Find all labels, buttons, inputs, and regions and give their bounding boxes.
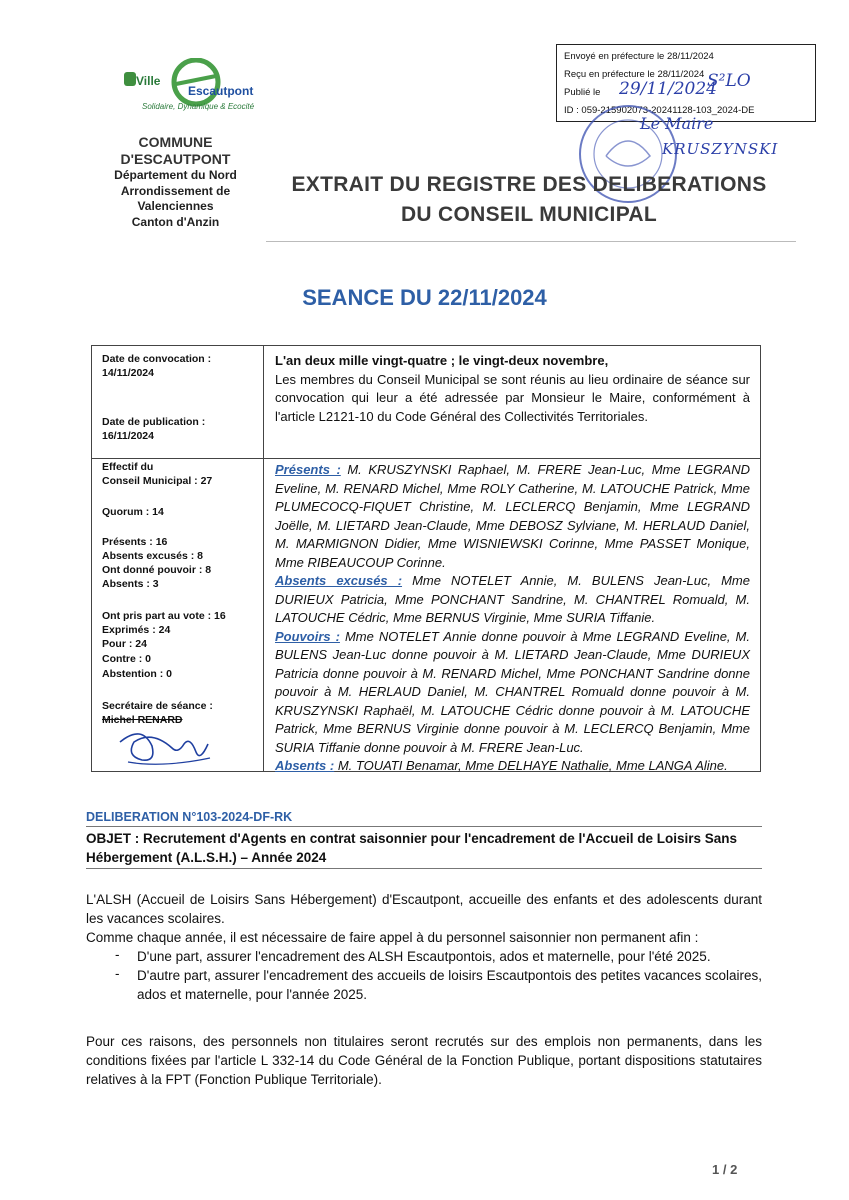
votants-count: Ont pris part au vote : 16	[102, 610, 226, 622]
excuses-label: Absents excusés :	[275, 573, 403, 588]
title-line1: EXTRAIT DU REGISTRE DES DELIBERATIONS	[291, 173, 767, 196]
commune-name: D'ESCAUTPONT	[120, 151, 231, 167]
signature-maire-line1: Le Maire	[640, 114, 714, 133]
commune-heading: COMMUNE	[138, 134, 213, 150]
absents-list: M. TOUATI Benamar, Mme DELHAYE Nathalie, Mme LANGA Aline.	[334, 758, 728, 773]
document-title	[264, 170, 794, 230]
stamp-id: ID : 059-215902073-20241128-103_2024-DE	[564, 105, 755, 116]
title-divider	[266, 241, 796, 242]
presents-label: Présents :	[275, 462, 341, 477]
pouvoirs-list: Mme NOTELET Annie donne pouvoir à Mme LEGRAND Eveline, M. BULENS Jean-Luc donne pouvoir à M. LIETARD Jean-Claude, Mme DURIEUX Patricia donne pouvoir à M. RENARD Michel, Mme PONCHANT Sandrine donne pouvoir à M. HERLAUD Daniel, M. CHANTREL Romuald donne pouvoir à M. KRUSZYNSKI Raphaël, M. LATOUCHE Cédric donne pouvoir à M. LATOUCHE Patrick, Mme BERNUS Virginie donne pouvoir à M. LECLERCQ Benjamin, Mme SURIA Tiffanie donne pouvoir à M. FRERE Jean-Luc.	[275, 628, 750, 755]
paragraph-raisons: Pour ces raisons, des personnels non titulaires seront recrutés sur des emplois non permanents, dans les conditions fixées par l'article L 332-14 du Code Général de la Fonction Publique, portant dispositions statutaires relatives à la FPT (Fonction Publique Territoriale).	[86, 1034, 762, 1087]
publication-date: 16/11/2024	[102, 430, 154, 442]
table-column-divider	[263, 346, 264, 771]
pouvoir-count: Ont donné pouvoir : 8	[102, 564, 212, 576]
bullet-ete: D'une part, assurer l'encadrement des ALSH Escautpontois, ados et maternelle, pour l'été 2025.	[137, 949, 711, 964]
escautpont-logo	[118, 58, 255, 128]
presents-count: Présents : 16	[102, 536, 168, 548]
presents-paragraph	[275, 461, 750, 572]
paragraph-need: Comme chaque année, il est nécessaire de faire appel à du personnel saisonnier non permanent afin :	[86, 930, 699, 945]
excuses-paragraph	[275, 572, 750, 628]
pouvoirs-label: Pouvoirs :	[275, 628, 340, 644]
absents-label: Absents :	[275, 758, 335, 773]
contre-count: Contre : 0	[102, 653, 152, 665]
session-table	[91, 345, 761, 772]
secretary-signature-icon	[112, 722, 222, 770]
objet-divider	[86, 868, 762, 869]
absents-count: Absents : 3	[102, 578, 159, 590]
stamp-publie-label: Publié le	[564, 87, 601, 98]
commune-arrondissement: Arrondissement de	[120, 183, 231, 198]
logo-escautpont-text: Escautpont	[188, 84, 254, 98]
secretaire-name: Michel RENARD	[102, 714, 183, 726]
bullet-petites-vacances: D'autre part, assurer l'encadrement des accueils de loisirs Escautpontois des petites vacances scolaires, ados et maternelle, pour l'année 2025.	[137, 968, 762, 1002]
exprimes-count: Exprimés : 24	[102, 624, 171, 636]
effectif-label: Effectif du	[102, 461, 154, 473]
logo-tagline: Solidaire, Dynamique & Ecocité	[142, 102, 255, 111]
stamp-recu: Reçu en préfecture le 28/11/2024	[564, 69, 705, 80]
publication-label: Date de publication :	[102, 416, 206, 428]
paragraph-alsh: L'ALSH (Accueil de Loisirs Sans Hébergement) d'Escautpont, accueille des enfants et des adolescents durant les vacances scolaires.	[86, 892, 762, 926]
intro-text: Les membres du Conseil Municipal se sont réunis au lieu ordinaire de séance sur convocation qui leur a été adressée par Monsieur le Maire, conformément à l'article L2121-10 du Code Général des Collectivités Territoriales.	[275, 371, 750, 424]
stamp-envoye: Envoyé en préfecture le 28/11/2024	[564, 51, 714, 62]
mayor-signature	[612, 108, 792, 168]
page-number: 1 / 2	[712, 1162, 738, 1177]
table-row-divider	[92, 458, 760, 459]
signature-maire-line2: KRUSZYNSKI	[662, 140, 779, 158]
convocation-date: 14/11/2024	[102, 367, 154, 379]
bullet-dash-icon: -	[115, 947, 120, 962]
logo-ville-text: Ville	[136, 74, 161, 88]
absents-excuses-count: Absents excusés : 8	[102, 550, 203, 562]
presents-list: M. KRUSZYNSKI Raphael, M. FRERE Jean-Luc, Mme LEGRAND Eveline, M. RENARD Michel, Mme ROLY Catherine, M. LATOUCHE Patrick, Mme PLUMECOCQ-FIQUET Christine, M. LECLERCQ Benjamin, Mme LEGRAND Joëlle, M. LIETARD Jean-Claude, Mme DEBOSZ Sylviane, M. HERLAUD Daniel, M. MARMIGNON Didier, Mme WISNIEWSKI Corinne, Mme PASSET Monique, Mme RIBEAUCOUP Corinne.	[275, 462, 750, 570]
pouvoirs-paragraph	[275, 628, 750, 758]
abstention-count: Abstention : 0	[102, 668, 172, 680]
deliberation-objet: OBJET : Recrutement d'Agents en contrat saisonnier pour l'encadrement de l'Accueil de Loisirs Sans Hébergement (A.L.S.H.) – Année 2024	[86, 831, 738, 865]
title-line2: DU CONSEIL MUNICIPAL	[400, 203, 658, 226]
seance-date: SEANCE DU 22/11/2024	[302, 285, 547, 310]
pour-count: Pour : 24	[102, 638, 147, 650]
intro-date-line: L'an deux mille vingt-quatre ; le vingt-deux novembre,	[275, 353, 609, 368]
secretaire-label: Secrétaire de séance :	[102, 700, 213, 712]
commune-block	[88, 134, 263, 230]
convocation-label: Date de convocation :	[102, 353, 212, 365]
absents-paragraph	[275, 757, 750, 776]
stamp-slo: S²LO	[707, 71, 751, 91]
bullet-dash-icon: -	[115, 966, 120, 981]
intro-block	[275, 352, 750, 426]
quorum: Quorum : 14	[102, 506, 164, 518]
deliberation-number: DELIBERATION N°103-2024-DF-RK	[86, 810, 293, 824]
commune-valenciennes: Valenciennes	[137, 199, 214, 213]
attendance-block	[275, 461, 750, 776]
commune-canton: Canton d'Anzin	[131, 214, 220, 229]
effectif-value: Conseil Municipal : 27	[102, 475, 213, 487]
stamp-publie-date: 29/11/2024	[619, 79, 717, 99]
commune-departement: Département du Nord	[114, 168, 237, 182]
deliberation-divider	[86, 826, 762, 827]
excuses-list: Mme NOTELET Annie, M. BULENS Jean-Luc, Mme DURIEUX Patricia, Mme PONCHANT Sandrine, M. CHANTREL Romuald, M. LATOUCHE Cédric, Mme BERNUS Virginie, Mme SURIA Tiffanie.	[275, 573, 750, 625]
